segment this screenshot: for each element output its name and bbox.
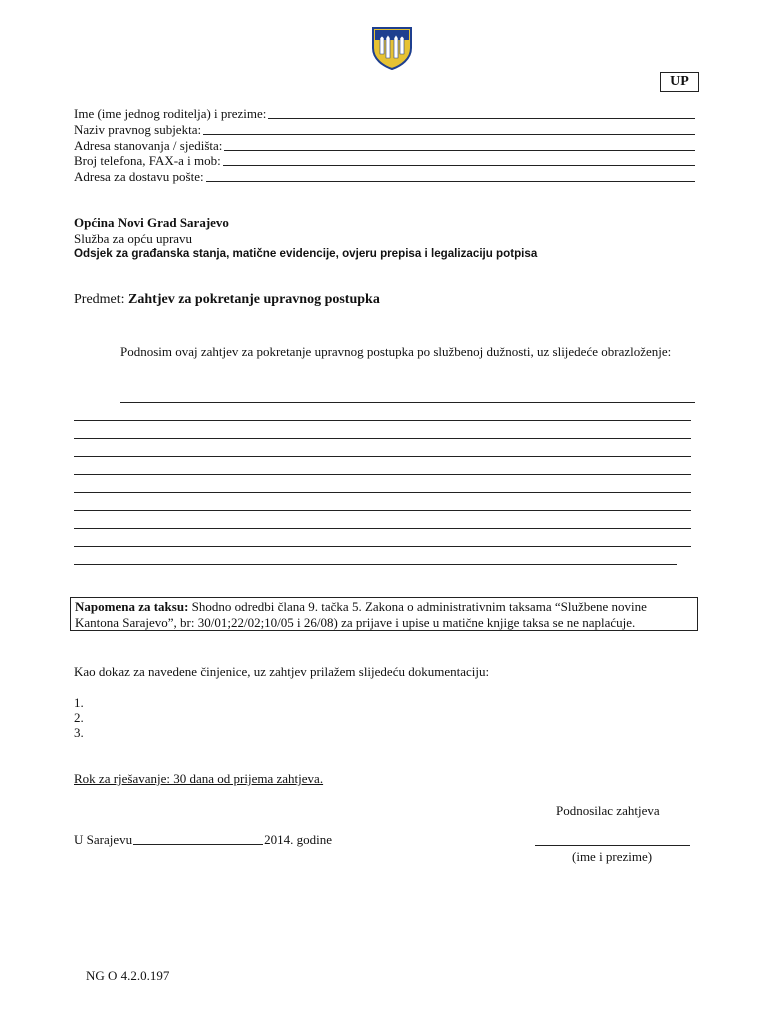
applicant-label: Podnosilac zahtjeva bbox=[556, 803, 660, 818]
explanation-line[interactable] bbox=[74, 564, 677, 565]
subject-line bbox=[74, 292, 380, 309]
fee-note-box bbox=[70, 597, 698, 631]
request-paragraph bbox=[74, 343, 698, 360]
applicant-name-field[interactable] bbox=[74, 107, 695, 122]
form-type-badge: UP bbox=[660, 72, 699, 92]
document-code: NG O 4.2.0.197 bbox=[86, 968, 170, 983]
explanation-line[interactable] bbox=[74, 420, 691, 421]
deadline-text: Rok za rješavanje: 30 dana od prijema zahtjeva. bbox=[74, 771, 324, 786]
subject-prefix: Predmet: bbox=[74, 292, 125, 307]
explanation-line[interactable] bbox=[74, 438, 691, 439]
fee-note-text: Shodno odredbi člana 9. tačka 5. Zakona o administrativnim taksama “Službene novine Kantona Sarajevo”, br: 30/01;22/02;10/05 i 26/08) za prijave i upise u matične knjige taksa se ne naplaćuje. bbox=[75, 599, 647, 630]
explanation-line[interactable] bbox=[74, 528, 691, 529]
date-blank-line[interactable] bbox=[133, 844, 263, 845]
address-line[interactable] bbox=[224, 149, 695, 151]
coat-of-arms-logo bbox=[371, 26, 413, 70]
phone-line[interactable] bbox=[223, 164, 695, 166]
evidence-item-2: 2. bbox=[74, 710, 84, 725]
request-paragraph-text: Podnosim ovaj zahtjev za pokretanje upravnog postupka po službenoj dužnosti, uz slijedeće obrazloženje: bbox=[120, 344, 672, 359]
date-line bbox=[74, 832, 332, 848]
explanation-line[interactable] bbox=[74, 456, 691, 457]
mailing-address-field[interactable] bbox=[74, 170, 695, 185]
fee-note-label: Napomena za taksu: bbox=[75, 599, 189, 614]
mailing-address-line[interactable] bbox=[206, 180, 695, 182]
legal-entity-field[interactable] bbox=[74, 123, 695, 138]
explanation-line[interactable] bbox=[74, 492, 691, 493]
phone-field[interactable] bbox=[74, 154, 695, 169]
legal-entity-label: Naziv pravnog subjekta: bbox=[74, 122, 202, 138]
explanation-line[interactable] bbox=[74, 474, 691, 475]
applicant-name-line[interactable] bbox=[268, 117, 695, 119]
name-caption: (ime i prezime) bbox=[572, 849, 653, 864]
evidence-item-1: 1. bbox=[74, 695, 84, 710]
address-field[interactable] bbox=[74, 139, 695, 154]
evidence-intro: Kao dokaz za navedene činjenice, uz zahtjev prilažem slijedeću dokumentaciju: bbox=[74, 664, 490, 679]
explanation-line[interactable] bbox=[74, 546, 691, 547]
legal-entity-line[interactable] bbox=[203, 133, 695, 135]
date-suffix: 2014. godine bbox=[264, 832, 333, 847]
mailing-address-label: Adresa za dostavu pošte: bbox=[74, 169, 204, 185]
department-name: Odsjek za građanska stanja, matične evidencije, ovjeru prepisa i legalizaciju potpisa bbox=[74, 247, 538, 260]
explanation-line[interactable] bbox=[120, 402, 695, 403]
phone-label: Broj telefona, FAX-a i mob: bbox=[74, 153, 221, 169]
address-label: Adresa stanovanja / sjedišta: bbox=[74, 138, 223, 154]
applicant-name-label: Ime (ime jednog roditelja) i prezime: bbox=[74, 106, 267, 122]
signature-line[interactable] bbox=[535, 845, 690, 846]
service-name: Služba za opću upravu bbox=[74, 231, 193, 246]
explanation-line[interactable] bbox=[74, 510, 691, 511]
municipality-name: Općina Novi Grad Sarajevo bbox=[74, 215, 229, 230]
evidence-item-3: 3. bbox=[74, 725, 84, 740]
subject-title: Zahtjev za pokretanje upravnog postupka bbox=[128, 292, 380, 307]
date-prefix: U Sarajevu bbox=[74, 832, 133, 847]
